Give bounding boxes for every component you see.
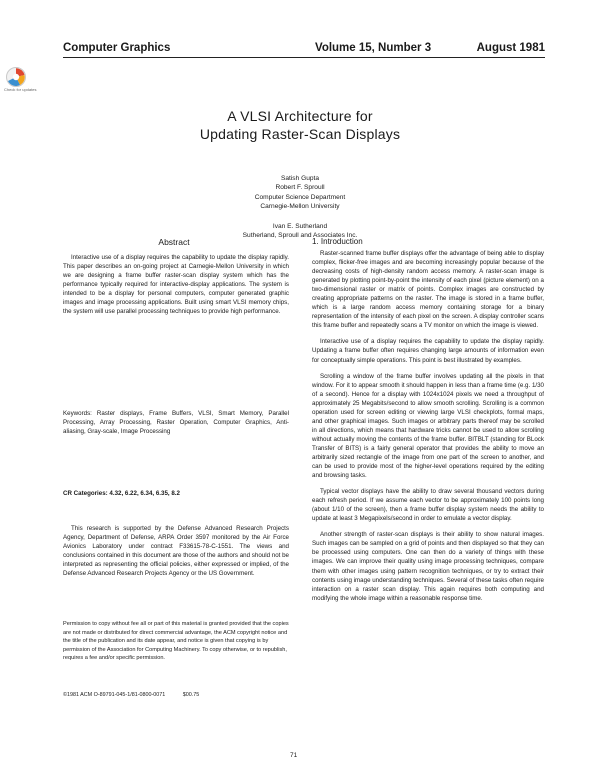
author-affiliation: Computer Science Department [254, 193, 346, 201]
intro-paragraph: Raster-scanned frame buffer displays offer the advantage of being able to display complex, flicker-free images and are becoming increasingly popular because of the decreasing costs of high-density random access memory. A raster-scan image is generated by plotting point-by-point the intensity of each pixel (picture element) on a two-dimensional raster or matrix of points. Complex images are constructed by creating appropriate patterns on the raster. The image is stored in a frame buffer, which is a large random access memory containing storage for a binary representation of the intensity of each pixel on the screen. A display controller scans this frame buffer and repeatedly scans a TV monitor on which the image is viewed. [312, 250, 544, 330]
copyright-price: $00.75 [182, 692, 200, 698]
journal-header [63, 41, 545, 58]
check-for-updates-label: Check for updates [4, 87, 37, 92]
cr-categories: CR Categories: 4.32, 6.22, 6.34, 6.35, 8.2 [63, 490, 180, 497]
research-support-note [63, 524, 289, 585]
copyright-line [63, 691, 289, 699]
research-support-text: This research is supported by the Defense Advanced Research Projects Agency, Department of Defense, ARPA Order 3597 monitored by the Air Force Avionics Laboratory under contract F33615-78-C-1551. The views and conclusions contained in this document are those of the authors and should not be interpreted as representing the official policies, either expressed or implied, of the Defense Advanced Research Projects Agency or the US Government. [63, 525, 289, 578]
journal-date: August 1981 [476, 42, 545, 54]
copyright-text: ©1981 ACM O-89791-045-1/81-0800-0071 [63, 692, 166, 698]
author-name: Satish Gupta [280, 175, 320, 182]
check-for-updates-icon [4, 66, 28, 88]
intro-paragraph: Scrolling a window of the frame buffer involves updating all the pixels in that window. For it to appear smooth it should happen in less than a frame time (e.g. 1/30 of a second). Hence for a display with 1024x1024 pixels we need a throughput of approximately 25 Megabits/second to allow smooth scrolling. Scrolling is a common operation used for screen editing or viewing large VLSI checkplots, formal maps, and other graphical images. Such images or arbitrary parts thereof may be scrolled in all directions, which means that hardware tricks cannot be used to allow scrolling without actually moving the contents of the frame buffer. BITBLT (standing for BLock Transfer of BITS) is a fairly general operator that provides the ability to move an arbitrarily sized rectangle of the image from one part of the screen to another, and can be used to provide most of the higher-level operations required by the editing and browsing tasks. [312, 372, 544, 480]
intro-paragraph: Interactive use of a display requires the capability to update the display rapidly. Updating a frame buffer often requires changing large amounts of information even for conceptually simple operations. This point is best illustrated by examples. [312, 338, 544, 364]
author-name: Robert F. Sproull [275, 184, 325, 192]
abstract-heading: Abstract [158, 237, 190, 247]
author-affiliation: Sutherland, Sproull and Associates Inc. [242, 232, 358, 240]
keywords-text: Keywords: Raster displays, Frame Buffers, VLSI, Smart Memory, Parallel Processing, Array Processing, Raster Operation, Computer Graphics, Anti-aliasing, Gray-scale, Image Processing [63, 410, 289, 436]
paper-title [150, 107, 450, 143]
abstract-body [63, 253, 289, 323]
title-line-2: Updating Raster-Scan Displays [199, 126, 401, 142]
permission-notice: Permission to copy without fee all or part of this material is granted provided that the copies are not made or distributed for direct commercial advantage, the ACM copyright notice and the title of the publication and its date appear, and notice is given that copying is by permission of the Association for Computing Machinery. To copy otherwise, or to republish, requires a fee and/or specific permission. [63, 621, 289, 662]
introduction-body [312, 249, 544, 610]
title-line-1: A VLSI Architecture for [227, 108, 373, 124]
keywords [63, 409, 289, 443]
author-name: Ivan E. Sutherland [272, 222, 328, 230]
check-for-updates-badge[interactable] [4, 66, 37, 96]
journal-name: Computer Graphics [63, 42, 171, 54]
intro-paragraph: Another strength of raster-scan displays is their ability to show natural images. Such images can be sampled on a grid of points and then displayed so that they can be processed using computers. One can then do a variety of things with these images. We can improve their quality using image processing techniques, compare them with other images using pattern recognition techniques, or try to extract their contents using image understanding techniques. Several of these tasks often require interaction on a raster scan display. This again requires both computing and modifying the whole image within a reasonable response time. [312, 531, 544, 602]
page-number: 71 [290, 752, 298, 759]
author-affiliation: Carnegie-Mellon University [260, 203, 340, 211]
author-block [150, 174, 450, 240]
intro-paragraph: Typical vector displays have the ability to draw several thousand vectors during each refresh period. If we assume each vector to be approximately 100 points long (about 1/10 of the screen), then a frame buffer display system needs the ability to update at least 3 Megapixels/second in order to emulate a vector display. [312, 488, 544, 523]
journal-volume: Volume 15, Number 3 [315, 42, 432, 54]
abstract-paragraph: Interactive use of a display requires the capability to update the display rapidly. This paper describes an on-going project at Carnegie-Mellon University in which we are designing a frame buffer raster-scan display system which has the performance typically required for interactive-display applications. The system is intended to be a display for personal computers, computer generated graphic images and image processing applications. Built using smart VLSI memory chips, the system will use parallel processing techniques to provide high performance. [63, 254, 289, 316]
introduction-heading: 1. Introduction [312, 237, 363, 246]
